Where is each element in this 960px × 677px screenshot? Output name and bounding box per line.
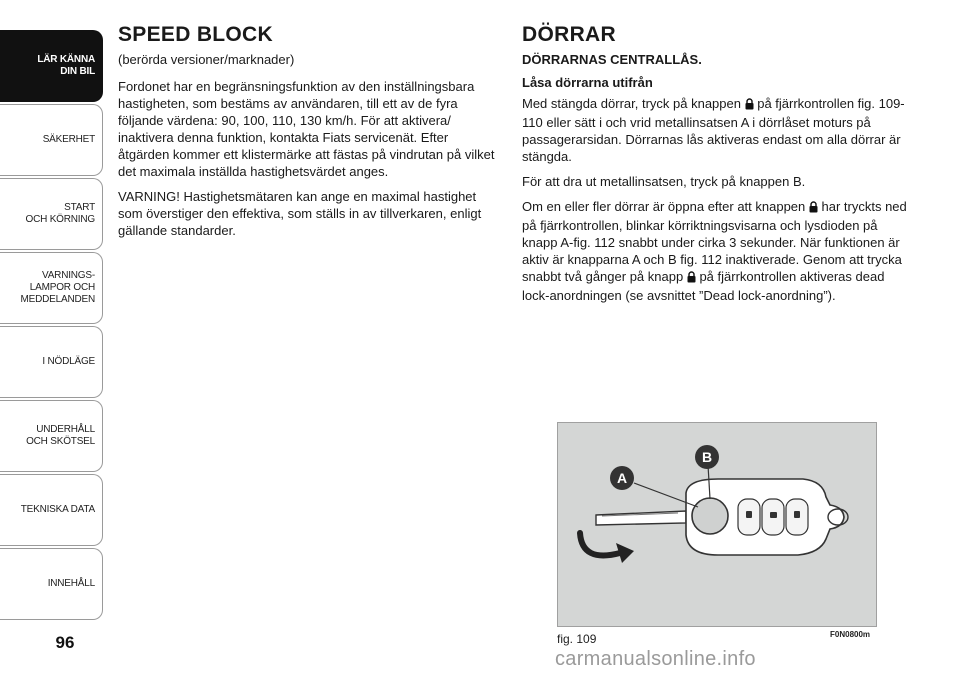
warning-paragraph: VARNING! Hastighetsmätaren kan ange en maximal hastighet som överstiger den effektiva, som ställs in av tillverkaren, enligt gällande standarder. xyxy=(118,189,482,238)
section-title: DÖRRAR xyxy=(522,23,616,46)
text: Om en eller fler dörrar är öppna efter att knappen xyxy=(522,199,806,214)
tab-tekniska-data[interactable]: TEKNISKA DATA xyxy=(0,474,103,546)
page-number: 96 xyxy=(55,633,75,652)
tab-lar-kanna-din-bil[interactable]: LÄR KÄNNA DIN BIL xyxy=(0,30,103,102)
section-title: SPEED BLOCK xyxy=(118,23,273,46)
lock-icon xyxy=(745,97,754,114)
callout-label-b: B xyxy=(701,449,713,465)
paragraph: Fordonet har en begränsningsfunktion av den inställningsbara hastigheten, som bestäms av användaren, till ett av de fyra följande värdena: 90, 100, 110, 130 km/h. För att aktivera/ inaktivera denna funktion, kontakta Fiats servicenät. Efter åtgärden kommer ett klistermärke att fästas på vindrutan på vilket det maximala inställda hastighetsvärdet anges. xyxy=(118,79,495,179)
paragraph xyxy=(522,95,914,165)
tab-sakerhet[interactable]: SÄKERHET xyxy=(0,104,103,176)
tab-start-och-korning[interactable]: START OCH KÖRNING xyxy=(0,178,103,250)
section-subtitle: (berörda versioner/marknader) xyxy=(118,52,295,67)
doors-section xyxy=(522,23,914,312)
text: Med stängda dörrar, tryck på knappen xyxy=(522,96,741,111)
subheading: Låsa dörrarna utifrån xyxy=(522,75,653,90)
tab-i-nodlage[interactable]: I NÖDLÄGE xyxy=(0,326,103,398)
lock-icon xyxy=(809,200,818,217)
paragraph xyxy=(522,198,914,304)
figure-code: F0N0800m xyxy=(830,630,871,639)
tab-underhall[interactable]: UNDERHÅLL OCH SKÖTSEL xyxy=(0,400,103,472)
section-subtitle: DÖRRARNAS CENTRALLÅS. xyxy=(522,52,702,67)
speed-block-section xyxy=(118,23,498,247)
callout-label-a: A xyxy=(616,470,628,486)
watermark: carmanualsonline.info xyxy=(555,648,756,670)
lock-icon xyxy=(687,270,696,287)
text: på fjärrkontrollen aktiveras dead lock-anordningen (se avsnittet ”Dead lock-anordning”). xyxy=(522,269,885,303)
text: på fjärrkontrollen fig. 109-110 eller sätt i och vrid metallinsatsen A i dörrlåset moturs på passagerarsidan. Dörrarnas lås aktiveras endast om alla dörrar är stängda. xyxy=(522,96,905,164)
text: har tryckts ned på fjärrkontrollen, blinkar körriktningsvisarna och lysdioden på knapp A-fig. 112 snabbt under cirka 3 sekunder. När funktionen är aktiv är knapparna A och B fig. 112 inaktiverade. Genom att trycka snabbt två gånger på knapp xyxy=(522,199,907,284)
key-fob-illustration xyxy=(558,423,876,626)
figure-caption: fig. 109 xyxy=(557,632,597,646)
tab-varningslampor[interactable]: VARNINGS- LAMPOR OCH MEDDELANDEN xyxy=(0,252,103,324)
tab-innehall[interactable]: INNEHÅLL xyxy=(0,548,103,620)
key-fob-figure xyxy=(557,422,877,627)
paragraph: För att dra ut metallinsatsen, tryck på knappen B. xyxy=(522,174,806,189)
